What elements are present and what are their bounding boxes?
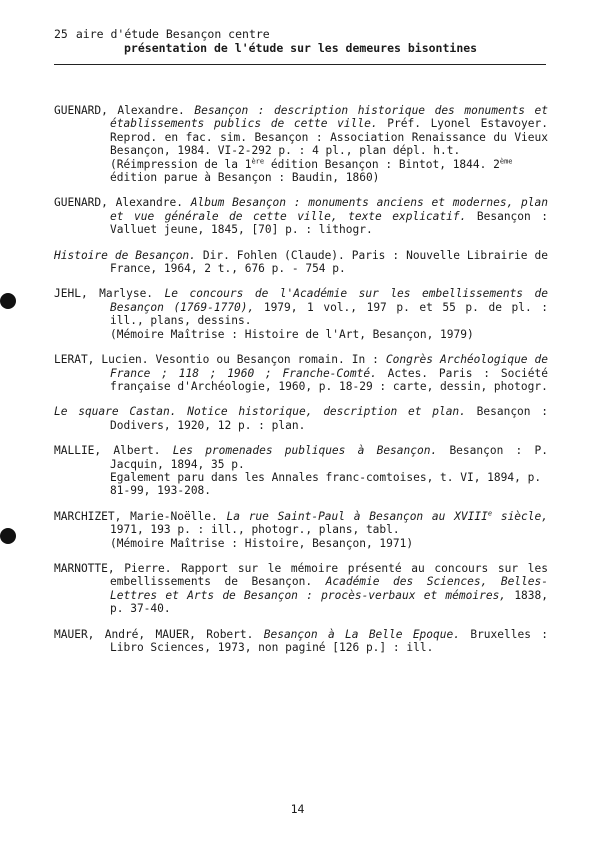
note-superscript: ère	[251, 156, 265, 165]
entry-details: Besançon : P. Jacquin, 1894, 35 p.	[110, 444, 548, 471]
entry-details: 1971, 193 p. : ill., photogr., plans, tabl.	[110, 523, 400, 537]
title-superscript: e	[487, 509, 493, 518]
entry-details: Besançon : Dodivers, 1920, 12 p. : plan.	[110, 405, 548, 432]
bibliography-list	[54, 104, 548, 666]
bibliography-entry	[54, 562, 548, 616]
entry-author: LERAT, Lucien.	[54, 353, 149, 367]
note-part: édition parue à Besançon : Baudin, 1860)	[110, 171, 380, 185]
note-part: (Réimpression de la 1	[110, 157, 252, 171]
entry-title: Album Besançon : monuments anciens et modernes, plan et vue générale de cette ville, texte explicatif.	[110, 196, 548, 223]
entry-details: Besançon : Valluet jeune, 1845, [70] p. : lithogr.	[110, 209, 548, 237]
entry-title: Congrès Archéologique de France ; 118 ; 1960 ; Franche-Comté.	[110, 353, 548, 380]
bibliography-entry	[54, 104, 548, 184]
entry-plain-title: Vesontio ou Besançon romain. In :	[155, 353, 379, 367]
entry-title: Le square Castan. Notice historique, description et plan.	[54, 405, 466, 419]
entry-details: Préf. Lyonel Estavoyer. Reprod. en fac. sim. Besançon : Association Renaissance du Vieux Besançon, 1984. VI-2-292 p. : 4 pl., plan dépl. h.t.	[110, 117, 548, 158]
entry-author: MALLIE, Albert.	[54, 444, 161, 458]
entry-note: Egalement paru dans les Annales franc-comtoises, t. VI, 1894, p. 81-99, 193-208.	[110, 470, 542, 498]
entry-author: JEHL, Marlyse.	[54, 287, 154, 301]
page-number: 14	[290, 802, 305, 816]
entry-title: Besançon à La Belle Epoque.	[263, 627, 460, 641]
note-superscript: ème	[499, 156, 513, 165]
header-subtitle: présentation de l'étude sur les demeures bisontines	[124, 41, 478, 55]
title-part: La rue Saint-Paul à Besançon au XVIII	[226, 509, 488, 523]
header-rule	[54, 64, 546, 65]
note-part: édition Besançon : Bintot, 1844. 2	[264, 157, 500, 171]
margin-hole-icon	[0, 528, 16, 544]
entry-note: (Mémoire Maîtrise : Histoire, Besançon, 1971)	[110, 536, 414, 550]
entry-details: Bruxelles : Libro Sciences, 1973, non paginé [126 p.] : ill.	[110, 627, 549, 654]
entry-details: Dir. Fohlen (Claude). Paris : Nouvelle Librairie de France, 1964, 2 t., 676 p. - 754 p.	[110, 248, 548, 276]
entry-author: MARNOTTE, Pierre.	[54, 561, 172, 575]
entry-title: Académie des Sciences, Belles-Lettres et Arts de Besançon : procès-verbaux et mémoires,	[110, 575, 548, 602]
bibliography-entry	[54, 405, 548, 432]
bibliography-entry	[54, 444, 548, 498]
entry-details: 1838, p. 37-40.	[110, 588, 548, 616]
entry-author: GUENARD, Alexandre.	[54, 196, 183, 210]
entry-author: GUENARD, Alexandre.	[54, 104, 185, 117]
entry-note	[110, 158, 548, 185]
bibliography-entry	[54, 287, 548, 341]
bibliography-entry	[54, 628, 548, 655]
entry-title: Le concours de l'Académie sur les embellissements de Besançon (1769-1770),	[110, 287, 548, 314]
bibliography-entry	[54, 249, 548, 276]
entry-details: 1979, 1 vol., 197 p. et 55 p. de pl. : ill., plans, dessins.	[110, 300, 548, 328]
entry-title	[226, 510, 548, 523]
entry-author: MARCHIZET, Marie-Noëlle.	[54, 509, 218, 523]
bibliography-entry	[54, 353, 548, 393]
margin-hole-icon	[0, 293, 16, 309]
entry-note: (Mémoire Maîtrise : Histoire de l'Art, Besançon, 1979)	[110, 327, 474, 341]
header-line	[54, 27, 270, 41]
entry-details: Actes. Paris : Société française d'Archéologie, 1960, p. 18-29 : carte, dessin, photogr.	[110, 366, 548, 393]
entry-title: Besançon : description historique des monuments et établissements publics de cette ville.	[110, 104, 548, 131]
bibliography-entry	[54, 510, 548, 550]
title-part: siècle,	[492, 509, 548, 523]
bibliography-entry	[54, 196, 548, 236]
entry-title: Les promenades publiques à Besançon.	[172, 444, 438, 458]
entry-author: MAUER, André, MAUER, Robert.	[54, 627, 254, 641]
header-title: aire d'étude Besançon centre	[75, 27, 270, 41]
entry-title: Histoire de Besançon.	[54, 248, 196, 262]
entry-plain-title: Rapport sur le mémoire présenté au concours sur les embellissements de Besançon.	[110, 561, 548, 589]
header-page-ref: 25	[54, 27, 68, 41]
